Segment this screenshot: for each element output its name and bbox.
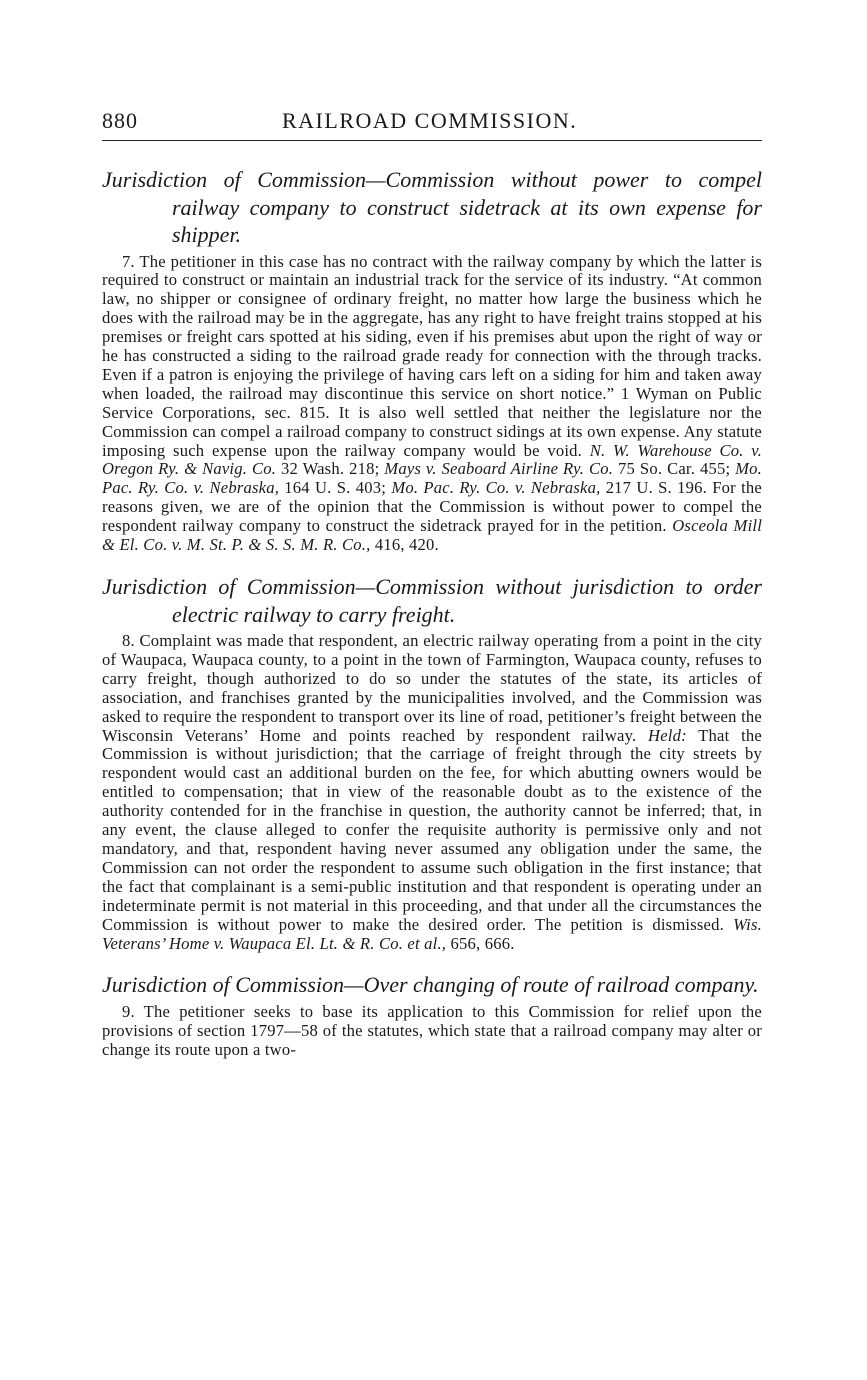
section-heading-8: Jurisdiction of Commission—Commission without jurisdiction to order electric railway to carry freight. (102, 574, 762, 627)
paragraph-7: 7. The petitioner in this case has no contract with the railway company by which the latter is required to construct or maintain an industrial track for the service of its industry. “At common law, no shipper or consignee of ordinary freight, no matter how large the business which he does with the railroad may be in the aggregate, has any right to have freight trains stopped at his premises or freight cars spotted at his siding, even if his premises abut upon the right of way or he has constructed a siding to the railroad grade ready for connection with the through tracks. Even if a patron is enjoying the privilege of having cars left on a siding for him and taken away when loaded, the railroad may discontinue this service on short notice.” 1 Wyman on Public Service Corporations, sec. 815. It is also well settled that neither the legislature nor the Commission can compel a railroad company to construct sidings at its own expense. Any statute imposing such expense upon the railway company would be void. N. W. Warehouse Co. v. Oregon Ry. & Navig. Co. 32 Wash. 218; Mays v. Seaboard Airline Ry. Co. 75 So. Car. 455; Mo. Pac. Ry. Co. v. Nebraska, 164 U. S. 403; Mo. Pac. Ry. Co. v. Nebraska, 217 U. S. 196. For the reasons given, we are of the opinion that the Commission is without power to compel the respondent railway company to construct the sidetrack prayed for in the petition. Osceola Mill & El. Co. v. M. St. P. & S. S. M. R. Co., 416, 420. (102, 251, 763, 555)
citation: Osceola Mill & El. Co. v. M. St. P. & S. S. M. R. Co., (102, 516, 763, 555)
page-header (102, 108, 762, 141)
citation: Wis. Veterans’ Home v. Waupaca El. Lt. & R. Co. et al., (102, 914, 762, 953)
held-label: Held: (648, 725, 687, 745)
page-body (102, 166, 762, 1060)
paragraph-9: 9. The petitioner seeks to base its application to this Commission for relief upon the provisions of section 1797—58 of the statutes, which state that a railroad company may alter or change its route upon a two- (102, 1001, 762, 1059)
section-heading-9: Jurisdiction of Commission—Over changing of route of railroad company. (102, 972, 759, 998)
page-number: 880 (102, 108, 138, 133)
paragraph-8: 8. Complaint was made that respondent, an electric railway operating from a point in the city of Waupaca, Waupaca county, to a point in the town of Farmington, Waupaca county, refuses to carry freight, though authorized to do so under the statutes of the state, its articles of association, and franchises granted by the municipalities involved, and the Commission was asked to require the respondent to transport over its line of road, petitioner’s freight between the Wisconsin Veterans’ Home and points reached by respondent railway. Held: That the Commission is without jurisdiction; that the carriage of freight through the city streets by respondent would cast an additional burden on the fee, for which abutting owners would be entitled to compensation; that in view of the reasonable doubt as to the existence of the authority contended for in the franchise in question, the authority cannot be inferred; that, in any event, the clause alleged to confer the requisite authority is permissive only and not mandatory, and that, respondent having never assumed any obligation under the same, the Commission can not order the respondent to assume such obligation in the first instance; that the fact that complainant is a semi-public institution and that respondent is operating under an indeterminate permit is not material in this proceeding, and that under all the circumstances the Commission is without power to make the desired order. The petition is dismissed. Wis. Veterans’ Home v. Waupaca El. Lt. & R. Co. et al., 656, 666. (102, 631, 762, 953)
citation: Mo. Pac. Ry. Co. v. Nebraska, (391, 478, 601, 498)
section-heading-7: Jurisdiction of Commission—Commission without power to compel railway company to construct sidetrack at its own expense for shipper. (102, 167, 762, 247)
citation: Mays v. Seaboard Airline Ry. Co. (384, 459, 614, 479)
citation: Mo. Pac. Ry. Co. v. Nebraska, (102, 459, 763, 498)
citation: N. W. Warehouse Co. v. Oregon Ry. & Navig. Co. (102, 440, 762, 479)
running-title: RAILROAD COMMISSION. (282, 108, 578, 133)
